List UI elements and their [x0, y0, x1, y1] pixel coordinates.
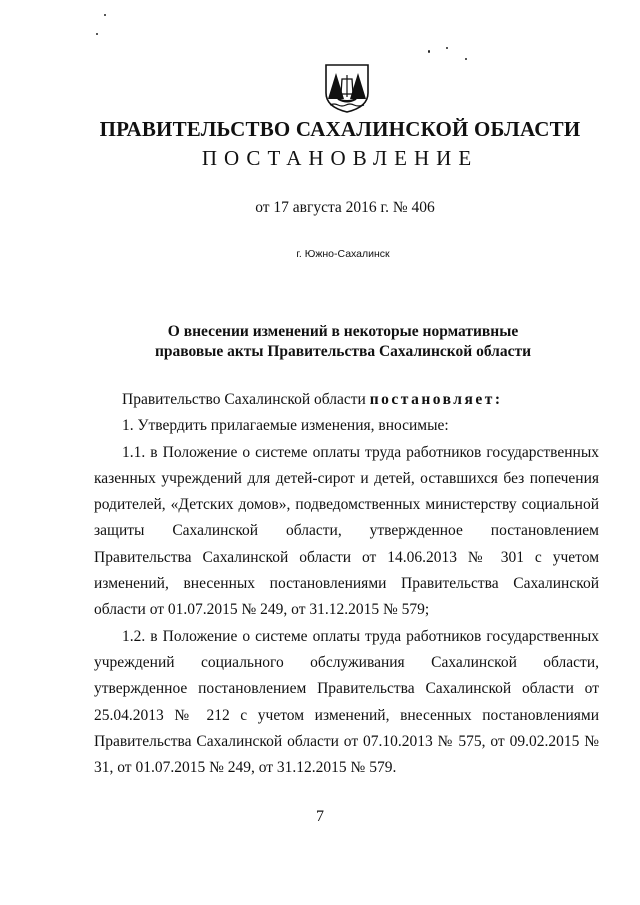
scan-speck [465, 58, 467, 60]
item-1-2: 1.2. в Положение о системе оплаты труда работников государственных учреждений социального обслуживания Сахалинской области, утвержденное постановлением Правительства Сахалинской области от 25.04.2013 № 212 с учетом изменений, внесенных постановлениями Правительства Сахалинской области от 07.10.2013 № 575, от 09.02.2015 № 31, от 01.07.2015 № 249, от 31.12.2015 № 579. [94, 627, 599, 777]
organization-title: ПРАВИТЕЛЬСТВО САХАЛИНСКОЙ ОБЛАСТИ [99, 117, 581, 141]
document-body [94, 387, 599, 781]
item-1: 1. Утвердить прилагаемые изменения, вносимые: [122, 417, 449, 435]
intro-paragraph [94, 387, 599, 413]
intro-text: Правительство Сахалинской области [122, 391, 370, 408]
item-1-1: 1.1. в Положение о системе оплаты труда работников государственных казенных учреждений для детей-сирот и детей, оставшихся без попечения родителей, «Детских домов», подведомственных министерству социальной защиты Сахалинской области, утвержденное постановлением Правительства Сахалинской области от 14.06.2013 № 301 с учетом изменений, внесенных постановлениями Правительства Сахалинской области от 01.07.2015 № 249, от 31.12.2015 № 579; [94, 443, 599, 619]
scan-speck [96, 33, 98, 35]
page-mark: 7 [316, 808, 324, 825]
scan-speck [446, 47, 448, 49]
document-type: ПОСТАНОВЛЕНИЕ [201, 146, 479, 170]
scan-speck [104, 14, 106, 16]
city-name: г. Южно-Сахалинск [296, 248, 390, 260]
coat-of-arms-icon [322, 63, 372, 113]
scan-speck [428, 50, 430, 53]
document-date-number: от 17 августа 2016 г. № 406 [255, 199, 435, 216]
resolves-word: постановляет: [369, 391, 503, 408]
title-line-1: О внесении изменений в некоторые нормативные [167, 323, 519, 340]
document-title [0, 322, 640, 362]
title-line-2: правовые акты Правительства Сахалинской области [154, 343, 532, 360]
